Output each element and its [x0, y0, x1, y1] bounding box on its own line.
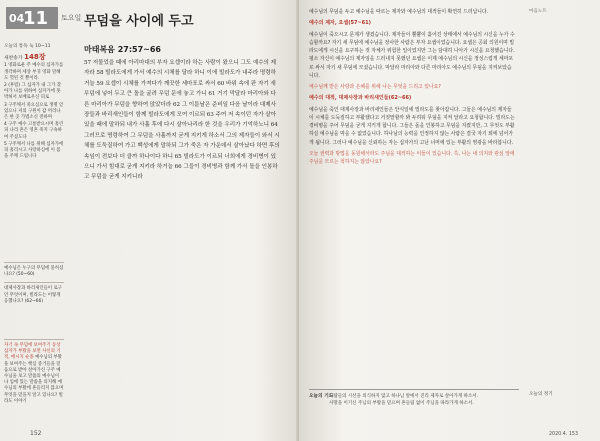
reflection-question: 오늘 권력과 방법을 동원해서라도 주님을 대적하는 이들이 있습니다. 혹, 나는 내 의지와 관심 앞에 주님을 모르는 척하지는 않았나요?	[309, 150, 515, 165]
side-question: 대제사장과 바리새인들이 로구인 무엇이며, 빌라도는 어떻게 응했나요? (62~66)	[4, 286, 62, 304]
hymn-number: 148장	[24, 53, 46, 62]
hymn-label: 새찬송가	[4, 56, 23, 62]
hymn-line: 1 영화로운 주 예수의 십자가를 생각하며 세상 부귀 영화 말해도 헛된 것 뿐이라.	[4, 63, 64, 81]
section-heading: 예수의 제자, 요셉(57~61)	[309, 20, 371, 27]
prayer-label: 오늘의 기도	[309, 394, 334, 399]
page-number: 152	[30, 430, 42, 437]
side-questions	[4, 259, 64, 309]
prayer-note-label: 오늘의 정기	[529, 392, 553, 397]
scripture-passage: 57 저물었을 때에 아리마대의 부자 요셉이라 하는 사람이 왔으니 그도 예수의 제자라 58 빌라도에게 가서 예수의 시체를 달라 하니 이에 빌라도가 내주라 명령하거늘 59 요셉이 시체를 가져다가 깨끗한 세마포로 싸서 60 바위 속에 판 자기 새 무덤에 넣어 두고 큰 돌을 굴려 무덤 문에 놓고 가니 61 거기 막달라 마리아와 다른 마리아가 무덤을 향하여 앉았더라 62 그 이튿날은 준비일 다음 날이라 대제사장들과 바리새인들이 함께 빌라도에게 모여 이르되 63 주여 저 속이던 자가 살아 있을 때에 말하되 내가 사흘 후에 다시 살아나리라 한 것을 우리가 기억하노니 64 그러므로 명령하여 그 무덤을 사흘까지 굳게 지키게 하소서 그의 제자들이 와서 시체를 도둑질하여 가고 백성에게 말하되 그가 죽은 자 가운데서 살아났다 하면 후의 속임이 전보다 더 클까 하나이다 하니 65 빌라도가 이르되 너희에게 경비병이 있으니 가서 힘대로 굳게 지키라 하거늘 66 그들이 경비병과 함께 가서 돌을 인봉하고 무덤을 굳게 지키니라	[84, 60, 280, 181]
date-day: 11	[23, 8, 49, 29]
hymn-line: 2 (후렴) 그 십자가 내 그가 찾아가 나를 위하여 십자가에 못 박혀서 보배로우신 피로	[4, 83, 62, 101]
commentary-intro: 예수님의 무덤을 두고 예수님을 따르는 제자와 예수님의 대적들이 확연히 드러납니다.	[309, 9, 489, 15]
hymn-line: 3 구주께서 죽으심으로 생명 얻었으니 저의 구원이 값 머리나 은 한 곳 가볍소신 전하며	[4, 102, 64, 121]
reflection-question: 예수님께 받은 사랑과 은혜를 위해 나는 무엇을 드리고 있나요?	[309, 84, 441, 90]
page-title: 무덤을 사이에 두고	[84, 14, 194, 29]
divider	[4, 282, 64, 283]
divider	[4, 339, 64, 340]
side-question: 예수님은 누구의 무덤에 묻히셨나요? (50~60)	[4, 266, 64, 278]
memo-label: 마음노트	[529, 9, 547, 14]
side-note-text: 예수님의 부활을 보여주는 핵심 증거들을 믿음으로 받아 살아가신 구주 예수님을 보고 말씀의 예수님이 나 입에 있는 말씀을 의지해 예수님의 부활에 흔들리지 않으며 무엇을 믿을지 알고 있나요? 빌라도 이야기	[4, 355, 64, 404]
reading-plan: 오늘의 통독 눅 10~11	[4, 44, 51, 49]
prayer-line: 사람들의 시선을 의식하지 않고 하나님 앞에서 진리 제자로 살아가게 하소서.	[329, 394, 479, 399]
section-body: 예수님을 죽인 대제사장과 바리새인들은 안식일에 빌라도를 찾아갑니다. 그들은 예수님의 제자들이 시체를 도둑질하고 부활했다고 거짓말할까 봐 두려워 무덤을 지켜 달라고 요청합니다. 빌라도는 경비병을 주어 무덤을 굳게 지키게 합니다. 그들은 돌을 인봉하고 무덤을 지켰지만, 그 무엇도 부활하실 예수님을 막을 수 없었습니다. 하나님의 능력을 인정하지 않는 사람은 결국 자기 꾀에 넘어가게 됩니다. 그러나 예수님을 신뢰하는 자는 십자가의 고난 너머에 있는 부활의 영광을 바라봅니다.	[309, 106, 515, 146]
scripture-reference: 마태복음 27:57~66	[84, 45, 161, 54]
divider	[4, 262, 64, 263]
hymn-line: 4 구주 예수 고통받으시며 흘린 피 나리 흔은 영혼 죽지 구속하여 주셨도다	[4, 122, 64, 140]
prayer-line: 사망을 이기신 주님의 부활을 믿으며 흔들림 없이 주님을 따라가게 하소서.	[329, 401, 474, 406]
side-note-highlight: 자기 속 무덤에 보여주기 동상 십자가 부활을 보면 사신의 기적, 메시지 순종	[4, 343, 61, 361]
date-weekday: 토요일	[61, 14, 82, 22]
side-note	[4, 336, 64, 405]
hymn-line: 5 구주께서 나를 위해 십자가에 피 흘리시고 사랑하심에 이 몸을 주께 드립니다	[4, 141, 64, 160]
section-heading: 예수의 대적, 대제사장과 바리새인들(62~66)	[309, 95, 412, 102]
right-page	[299, 0, 600, 441]
date-badge	[6, 7, 58, 29]
hymn-lyrics	[4, 63, 64, 160]
date-month: 04	[9, 12, 25, 25]
section-body: 예수님이 죽으시고 문제가 생겼습니다. 제자들이 뿔뿔이 흩어진 상태에서 예수님의 시신을 누가 수습할까요? 자기 새 무덤에 예수님을 장사한 사람은 부자 요셉이었습니다. 요셉은 공회 의원이며 빌라도에게 시신을 요구하는 것 자체가 위험한 일이었지만 그는 담대히 나아가 시신을 요청했습니다. 평소 자신이 예수님의 제자임을 드러내지 못했던 요셉은 이제 예수님의 시신을 정성스럽게 세마포로 싸서 자기 새 무덤에 모셨습니다. 막달라 마리아와 다른 마리아도 예수님의 무덤을 지켜보았습니다.	[309, 31, 515, 79]
footer-date-page: 2020.4. 153	[549, 432, 578, 437]
prayer-body	[329, 393, 517, 407]
prayer-box	[309, 389, 519, 428]
hymn-heading	[4, 54, 64, 62]
memo-column	[529, 8, 593, 14]
commentary	[309, 8, 515, 169]
left-sidebar	[4, 44, 64, 433]
left-page	[0, 0, 299, 441]
